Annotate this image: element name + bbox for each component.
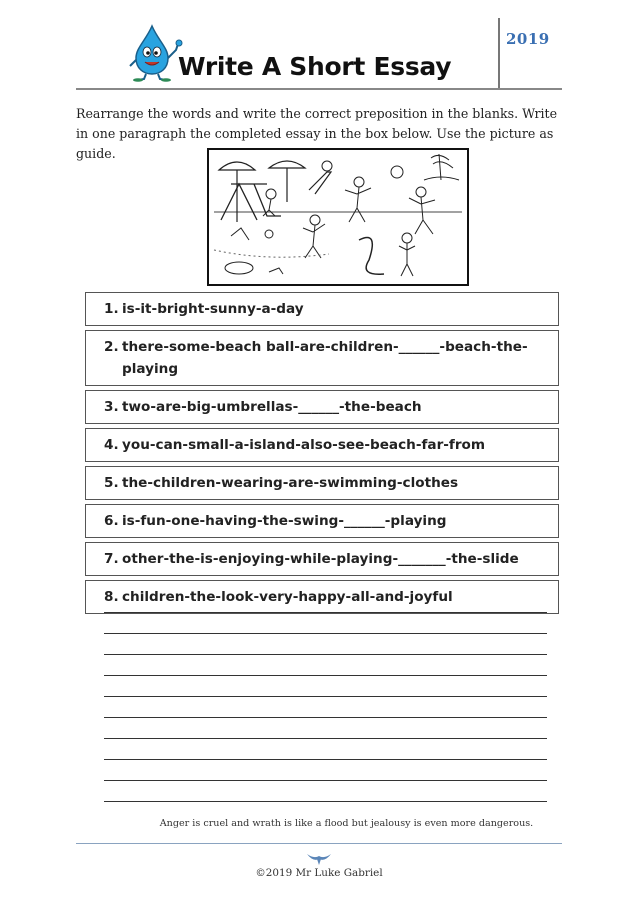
writing-line[interactable] [104, 675, 547, 676]
item-number: 8. [104, 589, 119, 605]
writing-line[interactable] [104, 801, 547, 802]
item-text: two-are-big-umbrellas-______-the-beach [122, 399, 422, 415]
item-number: 4. [104, 437, 119, 453]
list-item [85, 542, 559, 576]
page-title: Write A Short Essay [178, 52, 452, 81]
item-number: 1. [104, 301, 119, 317]
item-number: 5. [104, 475, 119, 491]
item-text: is-it-bright-sunny-a-day [122, 301, 304, 317]
item-number: 6. [104, 513, 119, 529]
item-text: the-children-wearing-are-swimming-clothes [122, 475, 459, 491]
essay-writing-area[interactable] [104, 612, 547, 822]
item-text: is-fun-one-having-the-swing-______-playing [122, 513, 447, 529]
instructions-text: Rearrange the words and write the correct preposition in the blanks. Write in one paragraph the completed essay in the box below. Use the picture as guide. [76, 106, 558, 161]
footer-divider [76, 843, 562, 844]
writing-line[interactable] [104, 759, 547, 760]
item-text: you-can-small-a-island-also-see-beach-far-from [122, 437, 486, 453]
item-number: 2. [104, 339, 119, 355]
writing-line[interactable] [104, 654, 547, 655]
writing-line[interactable] [104, 738, 547, 739]
list-item [85, 580, 559, 614]
item-text: children-the-look-very-happy-all-and-joyful [122, 589, 453, 605]
item-number: 7. [104, 551, 119, 567]
copyright-text: ©2019 Mr Luke Gabriel [255, 867, 383, 879]
list-item [85, 466, 559, 500]
list-item [85, 428, 559, 462]
item-text: other-the-is-enjoying-while-playing-_______-the-slide [122, 551, 519, 567]
list-item [85, 330, 559, 386]
list-item [85, 292, 559, 326]
sentence-items-list [85, 292, 559, 618]
quote-text: Anger is cruel and wrath is like a flood but jealousy is even more dangerous. [159, 818, 534, 829]
header-divider-horizontal [76, 88, 562, 90]
bird-logo-icon [305, 850, 333, 866]
writing-line[interactable] [104, 717, 547, 718]
beach-scene-illustration [207, 148, 469, 286]
writing-line[interactable] [104, 633, 547, 634]
water-drop-mascot-icon [124, 22, 186, 82]
writing-line[interactable] [104, 612, 547, 613]
year-label: 2019 [506, 30, 550, 48]
writing-line[interactable] [104, 696, 547, 697]
header-divider-vertical [498, 18, 500, 90]
writing-line[interactable] [104, 780, 547, 781]
item-number: 3. [104, 399, 119, 415]
list-item [85, 504, 559, 538]
list-item [85, 390, 559, 424]
item-text: there-some-beach ball-are-children-______-beach-the-playing [122, 339, 528, 377]
